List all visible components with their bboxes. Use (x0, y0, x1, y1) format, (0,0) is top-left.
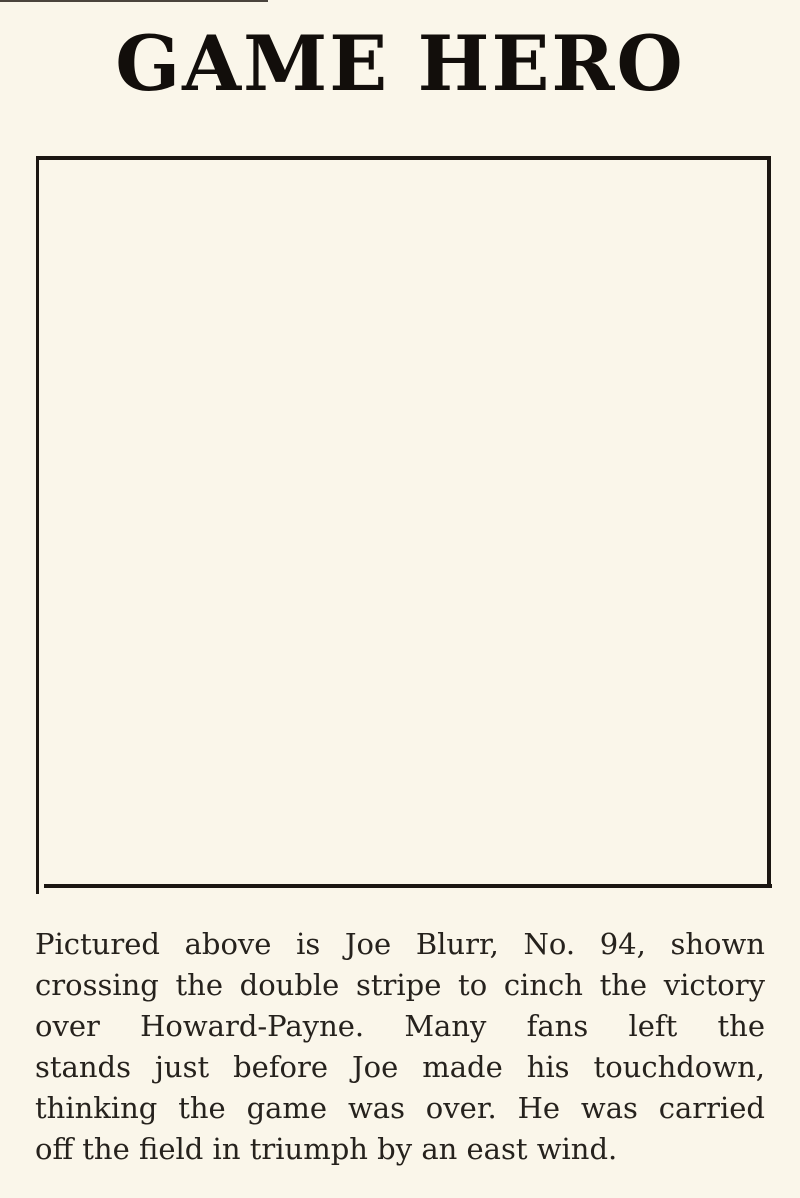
caption-line: crossing the double stripe to cinch the victory (35, 968, 765, 1002)
photo-frame-left-hook (36, 884, 39, 894)
photo-caption (35, 924, 765, 1170)
photo-frame (36, 156, 771, 888)
caption-line: stands just before Joe made his touchdown, (35, 1050, 765, 1084)
caption-line: thinking the game was over. He was carried (35, 1091, 765, 1125)
page-title: GAME HERO (115, 19, 685, 108)
caption-line: off the field in triumph by an east wind. (35, 1132, 618, 1166)
caption-line: Pictured above is Joe Blurr, No. 94, shown (35, 927, 765, 961)
caption-line: over Howard-Payne. Many fans left the (35, 1009, 765, 1043)
photo-frame-bottom-rule (44, 884, 772, 888)
scan-edge-artifact (0, 0, 268, 2)
